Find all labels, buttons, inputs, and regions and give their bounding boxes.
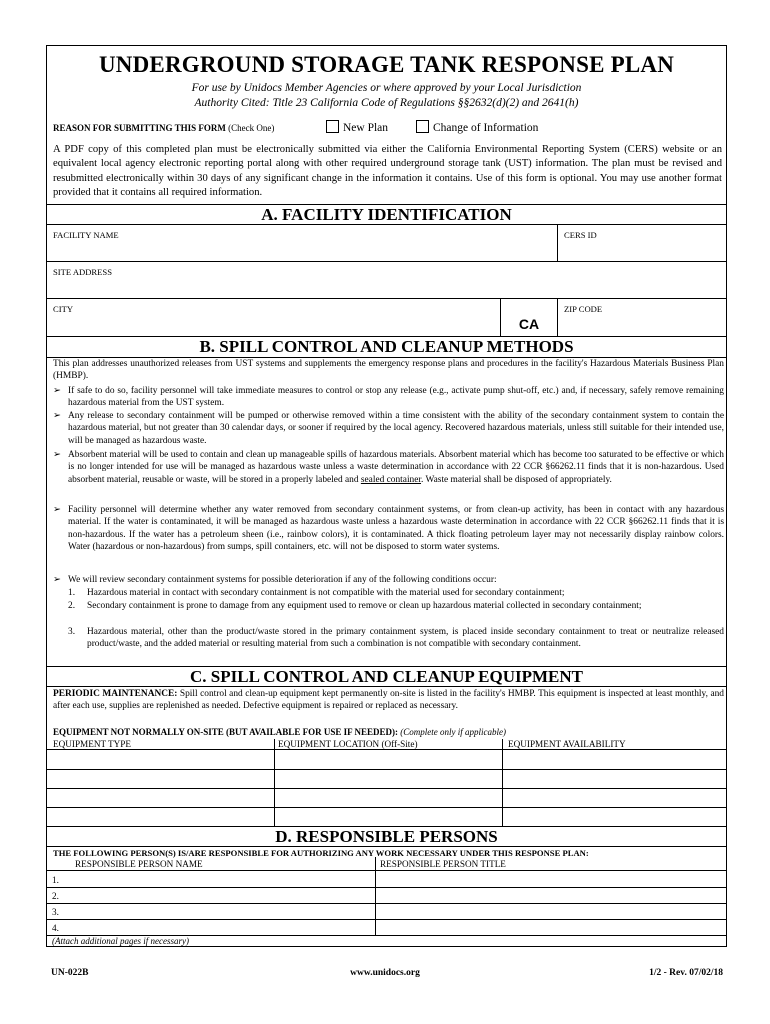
responsible-name-field[interactable] xyxy=(65,920,372,934)
change-info-option[interactable] xyxy=(416,120,538,134)
facility-name-field[interactable] xyxy=(49,242,553,260)
offsite-equipment-label: EQUIPMENT NOT NORMALLY ON-SITE (BUT AVAILABLE FOR USE IF NEEDED): xyxy=(53,727,398,737)
responsible-title-field[interactable] xyxy=(378,871,724,886)
responsible-name-field[interactable] xyxy=(65,871,372,886)
list-item-3: Hazardous material, other than the product/waste stored in the primary containment system, is placed inside secondary containment to treat or neutralize released product/waste, and the added material or resulting material from such a combination is not compatible with secondary containment. xyxy=(87,627,724,650)
bullet-arrow-icon: ➢ xyxy=(53,411,61,421)
new-plan-label: New Plan xyxy=(343,122,389,134)
bullet-arrow-icon: ➢ xyxy=(53,386,61,396)
col-equipment-type: EQUIPMENT TYPE xyxy=(53,739,132,749)
responsible-title-field[interactable] xyxy=(378,920,724,934)
col-equipment-availability: EQUIPMENT AVAILABILITY xyxy=(508,739,626,749)
bullet-1-text: If safe to do so, facility personnel will take immediate measures to control or stop any release (e.g., activate pump shut-off, etc.) and, if necessary, safely remove remaining hazardous material from the UST system. xyxy=(68,386,724,409)
section-a-heading: A. FACILITY IDENTIFICATION xyxy=(47,204,726,225)
zip-code-field[interactable] xyxy=(560,316,724,336)
equipment-location-field[interactable] xyxy=(277,751,499,767)
equipment-type-field[interactable] xyxy=(49,789,271,805)
site-address-field[interactable] xyxy=(49,279,724,297)
bullet-3-text xyxy=(68,449,724,486)
form-subtitle-agencies: For use by Unidocs Member Agencies or where approved by your Local Jurisdiction xyxy=(191,82,582,94)
equipment-location-field[interactable] xyxy=(277,808,499,824)
form-title: UNDERGROUND STORAGE TANK RESPONSE PLAN xyxy=(98,52,675,77)
bullet-3-underlined: sealed container xyxy=(360,474,422,485)
responsible-row-number: 1. xyxy=(52,875,59,885)
responsible-persons-instruction: THE FOLLOWING PERSON(S) IS/ARE RESPONSIBLE FOR AUTHORIZING ANY WORK NECESSARY UNDER THIS RESPONSE PLAN: xyxy=(53,848,589,858)
new-plan-checkbox[interactable] xyxy=(326,120,339,133)
col-responsible-name: RESPONSIBLE PERSON NAME xyxy=(75,859,203,869)
bullet-arrow-icon: ➢ xyxy=(53,575,61,585)
reason-hint: (Check One) xyxy=(228,123,275,133)
cers-id-field[interactable] xyxy=(560,242,724,260)
list-number-1: 1. xyxy=(68,588,76,598)
col-responsible-title: RESPONSIBLE PERSON TITLE xyxy=(380,859,506,869)
facility-name-label: FACILITY NAME xyxy=(53,230,119,240)
reason-label: REASON FOR SUBMITTING THIS FORM xyxy=(53,123,226,133)
city-label: CITY xyxy=(53,304,74,314)
zip-code-label: ZIP CODE xyxy=(564,304,603,314)
bullet-4-text: Facility personnel will determine whether any water removed from secondary containment systems, or from clean-up activity, has been in contact with any hazardous material. If the water is contaminated, it will be managed as hazardous waste unless a hazardous waste determination in accordance with 22 CCR §66262.11 finds that it is non-hazardous. If the water has a petroleum sheen (i.e., rainbow colors), it is contaminated. A thick floating petroleum layer may not necessarily display rainbow colors. Water (hazardous or non-hazardous) from sumps, spill containers, etc. will not be disposed to storm water systems. xyxy=(68,505,724,552)
bullet-3-text-b: . Waste material shall be disposed of appropriately. xyxy=(421,474,612,485)
section-b-intro: This plan addresses unauthorized releases from UST systems and supplements the emergency response plans and procedures in the facility's Hazardous Materials Business Plan (HMBP). xyxy=(53,359,724,382)
equipment-type-field[interactable] xyxy=(49,751,271,767)
website: www.unidocs.org xyxy=(350,968,420,978)
state-value: CA xyxy=(518,316,540,332)
section-d-heading: D. RESPONSIBLE PERSONS xyxy=(47,826,726,847)
equipment-availability-field[interactable] xyxy=(505,751,724,767)
responsible-title-field[interactable] xyxy=(378,904,724,918)
list-number-3: 3. xyxy=(68,627,76,637)
form-id: UN-022B xyxy=(51,968,89,978)
form-subtitle-authority: Authority Cited: Title 23 California Code of Regulations §§2632(d)(2) and 2641(h) xyxy=(194,97,579,109)
responsible-title-field[interactable] xyxy=(378,888,724,902)
col-equipment-location: EQUIPMENT LOCATION (Off-Site) xyxy=(278,739,418,749)
section-c-heading: C. SPILL CONTROL AND CLEANUP EQUIPMENT xyxy=(47,666,726,687)
site-address-label: SITE ADDRESS xyxy=(53,267,112,277)
offsite-equipment-hint: (Complete only if applicable) xyxy=(398,727,506,737)
responsible-row-number: 3. xyxy=(52,907,59,917)
list-item-1: Hazardous material in contact with secondary containment is not compatible with the material used for secondary containment; xyxy=(87,588,565,598)
offsite-equipment-heading xyxy=(53,727,506,737)
responsible-name-field[interactable] xyxy=(65,904,372,918)
bullet-arrow-icon: ➢ xyxy=(53,450,61,460)
intro-paragraph: A PDF copy of this completed plan must be electronically submitted via either the California Environmental Reporting System (CERS) website or an equivalent local agency electronic reporting portal along with other required underground storage tank (UST) information. The plan must be revised and resubmitted electronically within 30 days of any significant change in the information it contains. Use of this form is optional. You may use another format provided that it contains all required information. xyxy=(53,144,722,199)
equipment-location-field[interactable] xyxy=(277,770,499,786)
attach-pages-note: (Attach additional pages if necessary) xyxy=(52,936,189,946)
equipment-availability-field[interactable] xyxy=(505,770,724,786)
section-b-heading: B. SPILL CONTROL AND CLEANUP METHODS xyxy=(47,336,726,358)
equipment-type-field[interactable] xyxy=(49,770,271,786)
bullet-5-text: We will review secondary containment systems for possible deterioration if any of the following conditions occur: xyxy=(68,575,497,585)
equipment-availability-field[interactable] xyxy=(505,789,724,805)
equipment-type-field[interactable] xyxy=(49,808,271,824)
change-info-label: Change of Information xyxy=(433,122,539,134)
new-plan-option[interactable] xyxy=(326,120,388,134)
list-number-2: 2. xyxy=(68,601,76,611)
bullet-2-text: Any release to secondary containment will be pumped or otherwise removed within a time consistent with the ability of the secondary containment system to contain the hazardous material, but not greater than 30 calendar days, or sooner if required by the local agency. Recovered hazardous materials, unless still suitable for their intended use, will be managed as hazardous waste. xyxy=(68,411,724,446)
responsible-name-field[interactable] xyxy=(65,888,372,902)
periodic-maintenance-label: PERIODIC MAINTENANCE: xyxy=(53,689,178,699)
change-info-checkbox[interactable] xyxy=(416,120,429,133)
list-item-2: Secondary containment is prone to damage from any equipment used to remove or clean up hazardous material collected in secondary containment; xyxy=(87,601,642,611)
periodic-maintenance-text xyxy=(53,688,724,713)
responsible-row-number: 2. xyxy=(52,891,59,901)
form-frame xyxy=(46,45,727,947)
cers-id-label: CERS ID xyxy=(564,230,597,240)
bullet-arrow-icon: ➢ xyxy=(53,505,61,515)
equipment-availability-field[interactable] xyxy=(505,808,724,824)
bullet-3-text-a: Absorbent material will be used to contain and clean up manageable spills of hazardous materials. Absorbent material which has become too saturated to be effective or which is no longer intended for use will be managed as hazardous waste unless a waste determination in accordance with 22 CCR §66262.11 finds that it is non-hazardous. Used absorbent material, reusable or waste, will be stored in a properly labeled and xyxy=(68,450,724,485)
city-field[interactable] xyxy=(49,316,497,336)
page-revision: 1/2 - Rev. 07/02/18 xyxy=(649,968,723,978)
responsible-row-number: 4. xyxy=(52,923,59,933)
equipment-location-field[interactable] xyxy=(277,789,499,805)
periodic-maintenance-body: Spill control and clean-up equipment kept permanently on-site is listed in the facility's HMBP. This equipment is inspected at least monthly, and after each use, supplies are replenished as needed. Defective equipment is repaired or replaced as necessary. xyxy=(53,689,724,712)
reason-label-group xyxy=(53,123,274,133)
